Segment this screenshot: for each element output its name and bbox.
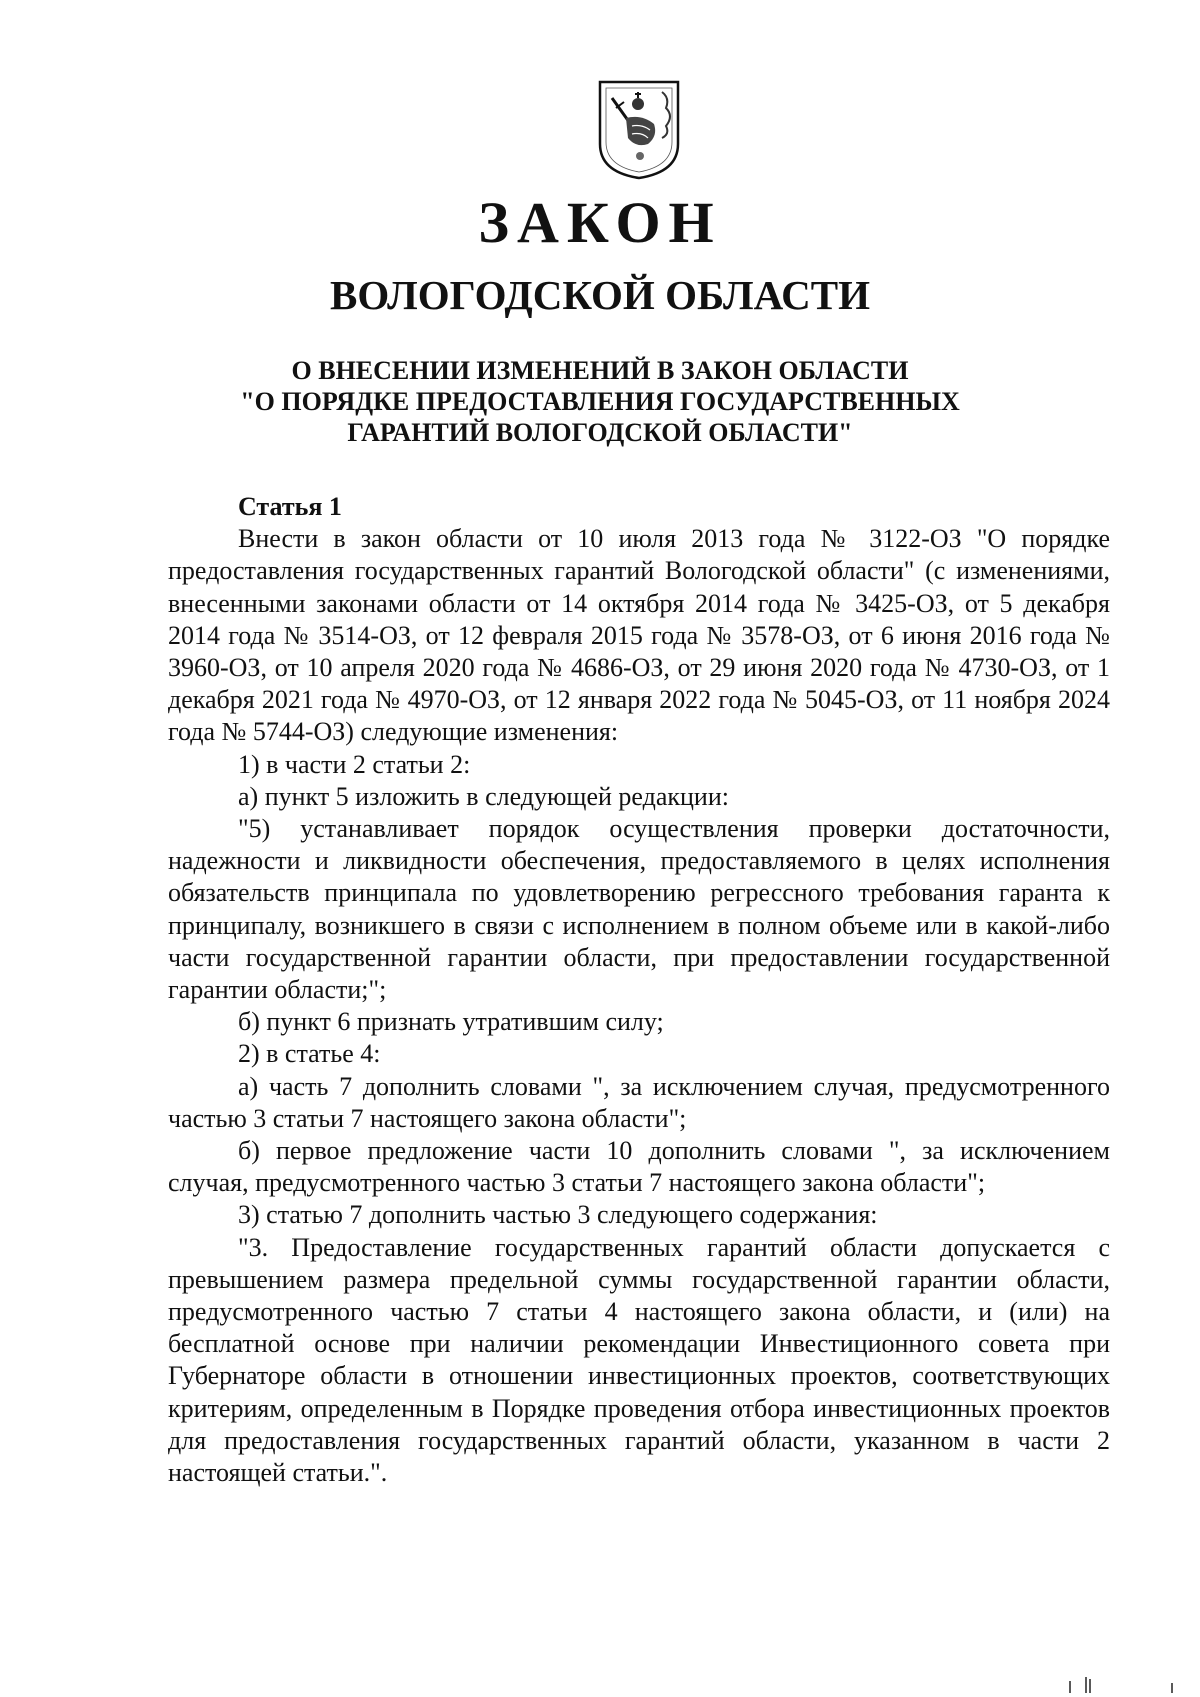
item-2: 2) в статье 4:: [238, 1039, 381, 1069]
item-1: 1) в части 2 статьи 2:: [238, 749, 471, 779]
article-body: [168, 491, 1110, 1489]
item-1a: а) пункт 5 изложить в следующей редакции:: [238, 781, 729, 811]
coat-of-arms-icon: [596, 78, 682, 180]
document-title: ЗАКОН: [478, 190, 722, 255]
document-subtitle: ВОЛОГОДСКОЙ ОБЛАСТИ: [329, 272, 871, 318]
item-2a: а) часть 7 дополнить словами ", за исключением случая, предусмотренного частью 3 статьи 7 настоящего закона области";: [168, 1071, 1110, 1133]
item-1b: б) пункт 6 признать утратившим силу;: [238, 1007, 664, 1037]
article-heading: Статья 1: [238, 492, 342, 521]
article-intro: Внести в закон области от 10 июля 2013 года № 3122-ОЗ "О порядке предоставления государственных гарантий Вологодской области" (с изменениями, внесенными законами области от 14 октября 2014 года № 3425-ОЗ, от 5 декабря 2014 года № 3514-ОЗ, от 12 февраля 2015 года № 3578-ОЗ, от 6 июня 2016 года № 3960-ОЗ, от 10 апреля 2020 года № 4686-ОЗ, от 29 июня 2020 года № 4730-ОЗ, от 1 декабря 2021 года № 4970-ОЗ, от 12 января 2022 года № 5045-ОЗ, от 11 ноября 2024 года № 5744-ОЗ) следующие изменения:: [168, 524, 1110, 747]
scan-edge-marks: [1060, 1673, 1180, 1693]
law-title: [100, 355, 1100, 448]
item-2b: б) первое предложение части 10 дополнить словами ", за исключением случая, предусмотренного частью 3 статьи 7 настоящего закона области";: [168, 1136, 1110, 1198]
law-title-line: О ВНЕСЕНИИ ИЗМЕНЕНИЙ В ЗАКОН ОБЛАСТИ: [291, 356, 909, 385]
item-1a-text: "5) устанавливает порядок осуществления проверки достаточности, надежности и ликвидности обеспечения, предоставляемого в целях исполнения обязательств принципала по удовлетворению регрессного требования гаранта к принципалу, возникшего в связи с исполнением в полном объеме или в какой-либо части государственной гарантии области, при предоставлении государственной гарантии области;";: [168, 814, 1110, 1005]
item-3-text: "3. Предоставление государственных гарантий области допускается с превышением размера предельной суммы государственной гарантии области, предусмотренного частью 7 статьи 4 настоящего закона области, и (или) на бесплатной основе при наличии рекомендации Инвестиционного совета при Губернаторе области в отношении инвестиционных проектов, соответствующих критериям, определенным в Порядке проведения отбора инвестиционных проектов для предоставления государственных гарантий области, указанном в части 2 настоящей статьи.".: [168, 1232, 1110, 1488]
item-3: 3) статью 7 дополнить частью 3 следующего содержания:: [238, 1200, 878, 1230]
law-title-line: ГАРАНТИЙ ВОЛОГОДСКОЙ ОБЛАСТИ": [347, 418, 853, 447]
law-title-line: "О ПОРЯДКЕ ПРЕДОСТАВЛЕНИЯ ГОСУДАРСТВЕННЫХ: [240, 387, 960, 416]
